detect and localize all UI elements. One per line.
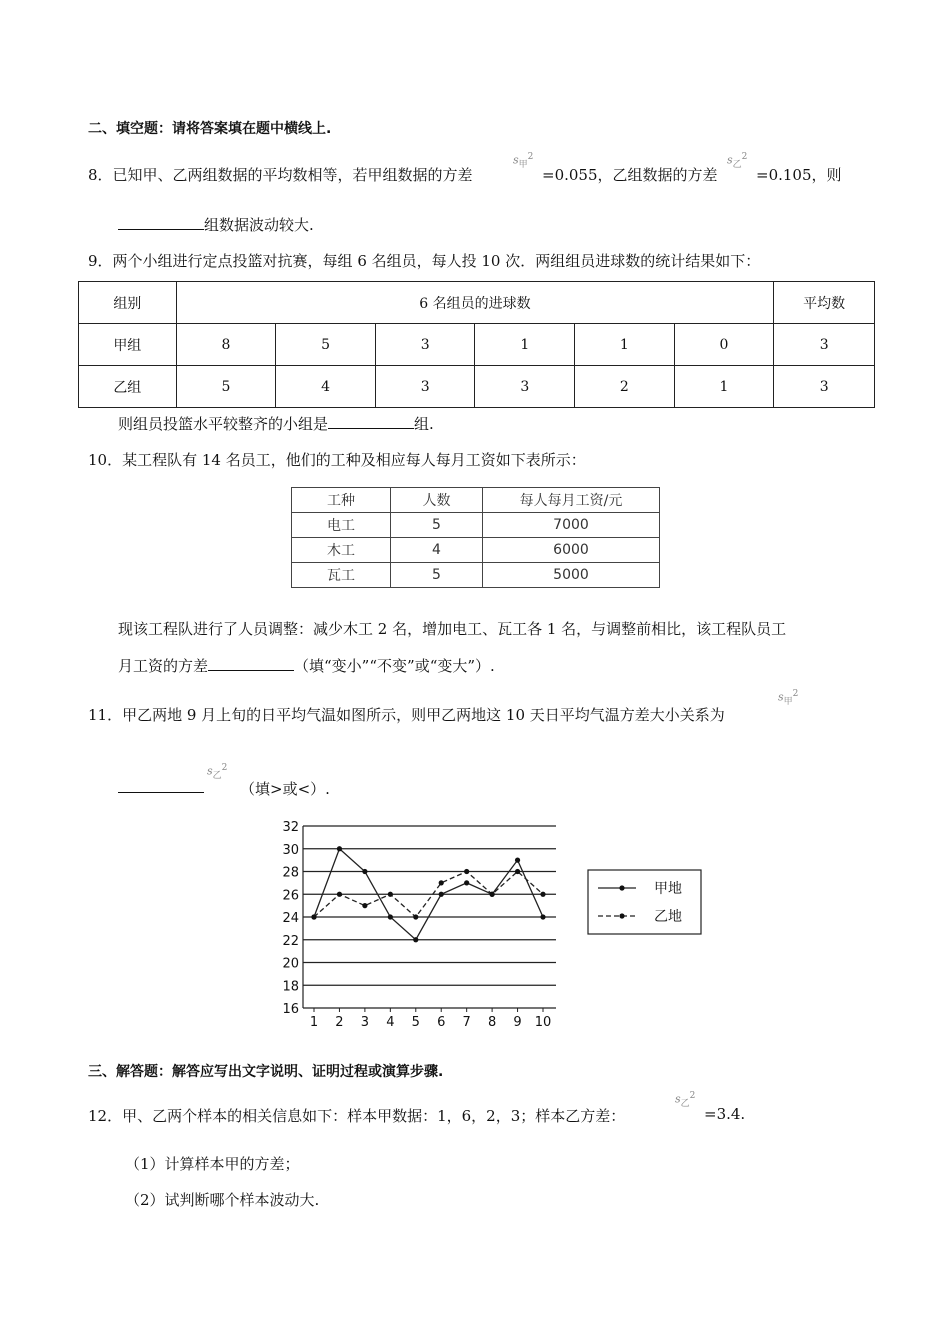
q10-answer-blank[interactable] [208,656,294,671]
q9-text: 9．两个小组进行定点投篮对抗赛，每组 6 名组员，每人投 10 次．两组组员进球数的统计结果如下： [88,252,761,270]
legend-marker [619,913,624,918]
section3-heading: 三、解答题：解答应写出文字说明、证明过程或演算步骤. [88,1064,444,1080]
data-point [540,892,545,897]
table-row: 电工 5 7000 [292,513,660,538]
q12-sub2: （2）试判断哪个样本波动大. [125,1191,320,1209]
y-tick-label: 26 [282,888,299,904]
y-tick-label: 18 [282,979,299,995]
x-tick-label: 4 [386,1015,395,1030]
data-point [439,892,444,897]
data-point [464,880,469,885]
legend-label: 甲地 [654,881,682,897]
y-tick-label: 22 [282,933,299,949]
variance-yi-symbol: $s_乙^2$ [207,763,228,781]
q10-table [291,487,660,588]
variance-yi-symbol: $s_乙^2$ [727,152,748,170]
q11-fill: （填>或<）. [240,780,330,798]
data-point [515,869,520,874]
table-row: 木工 4 6000 [292,538,660,563]
legend-label: 乙地 [654,909,682,925]
data-point [490,892,495,897]
data-point [413,937,418,942]
q11-text: 11．甲乙两地 9 月上旬的日平均气温如图所示，则甲乙两地这 10 天日平均气温方差大小关系为 [88,706,725,724]
q8-line2: 组数据波动较大. [118,214,314,235]
table-row: 瓦工 5 5000 [292,563,660,588]
q11-answer-blank[interactable] [118,778,204,793]
y-tick-label: 24 [282,911,299,926]
table-header: 人数 [391,488,483,513]
table-row: 甲组 8 5 3 1 1 0 3 [79,324,875,366]
q11-line2 [118,778,204,797]
legend-marker [619,885,624,890]
q10-text: 10．某工程队有 14 名员工，他们的工种及相应每人每月工资如下表所示： [88,451,586,469]
table-header-group: 组别 [79,282,177,324]
q8-part1: 8．已知甲、乙两组数据的平均数相等，若甲组数据的方差 [88,166,473,184]
table-row: 乙组 5 4 3 3 2 1 3 [79,366,875,408]
data-point [439,880,444,885]
y-tick-label: 28 [282,865,299,881]
data-point [362,869,367,874]
section2-heading: 二、填空题：请将答案填在题中横线上. [88,121,332,137]
data-point [362,903,367,908]
data-point [540,914,545,919]
table-header-avg: 平均数 [774,282,875,324]
q8-text [88,164,473,185]
x-tick-label: 7 [462,1015,471,1030]
data-point [515,858,520,863]
legend-box [588,870,701,934]
table-header: 每人每月工资/元 [483,488,660,513]
x-tick-label: 9 [513,1015,522,1030]
x-tick-label: 8 [487,1015,497,1030]
variance-jia-symbol: $s_甲^2$ [513,152,534,170]
q9-table [78,281,875,408]
data-point [388,914,393,919]
x-tick-label: 5 [411,1015,420,1030]
table-header: 工种 [292,488,391,513]
q12-sub1: （1）计算样本甲的方差； [125,1155,300,1173]
temperature-line-chart [272,813,712,1035]
x-tick-label: 2 [335,1015,344,1030]
variance-jia-symbol: $s_甲^2$ [778,689,799,707]
q9-answer-blank[interactable] [328,414,414,429]
q12-part2: =3.4. [704,1105,746,1123]
q8-part3: =0.105，则 [756,166,842,184]
q10-para1: 现该工程队进行了人员调整：减少木工 2 名，增加电工、瓦工各 1 名，与调整前相比，该工程队员工 [118,620,787,638]
variance-yi-symbol: $s_乙^2$ [675,1091,696,1109]
y-tick-label: 32 [282,820,299,835]
x-tick-label: 6 [437,1015,446,1030]
x-tick-label: 1 [309,1015,319,1030]
data-point [337,892,342,897]
q12-part1: 12．甲、乙两个样本的相关信息如下：样本甲数据：1，6，2，3；样本乙方差： [88,1107,626,1125]
x-tick-label: 3 [360,1015,370,1030]
x-tick-label: 10 [534,1015,552,1030]
q8-part2: =0.055，乙组数据的方差 [542,166,718,184]
data-point [311,914,316,919]
q10-para2: 月工资的方差 （填“变小”“不变”或“变大”）. [118,657,495,675]
y-tick-label: 20 [282,956,299,972]
data-point [388,892,393,897]
y-tick-label: 16 [282,1002,299,1017]
table-header-goals: 6 名组员的进球数 [176,282,774,324]
y-tick-label: 30 [282,842,299,858]
data-point [337,846,342,851]
data-point [464,869,469,874]
q9-after: 则组员投篮水平较整齐的小组是 组. [118,415,434,433]
q8-answer-blank[interactable] [118,215,204,230]
data-point [413,914,418,919]
